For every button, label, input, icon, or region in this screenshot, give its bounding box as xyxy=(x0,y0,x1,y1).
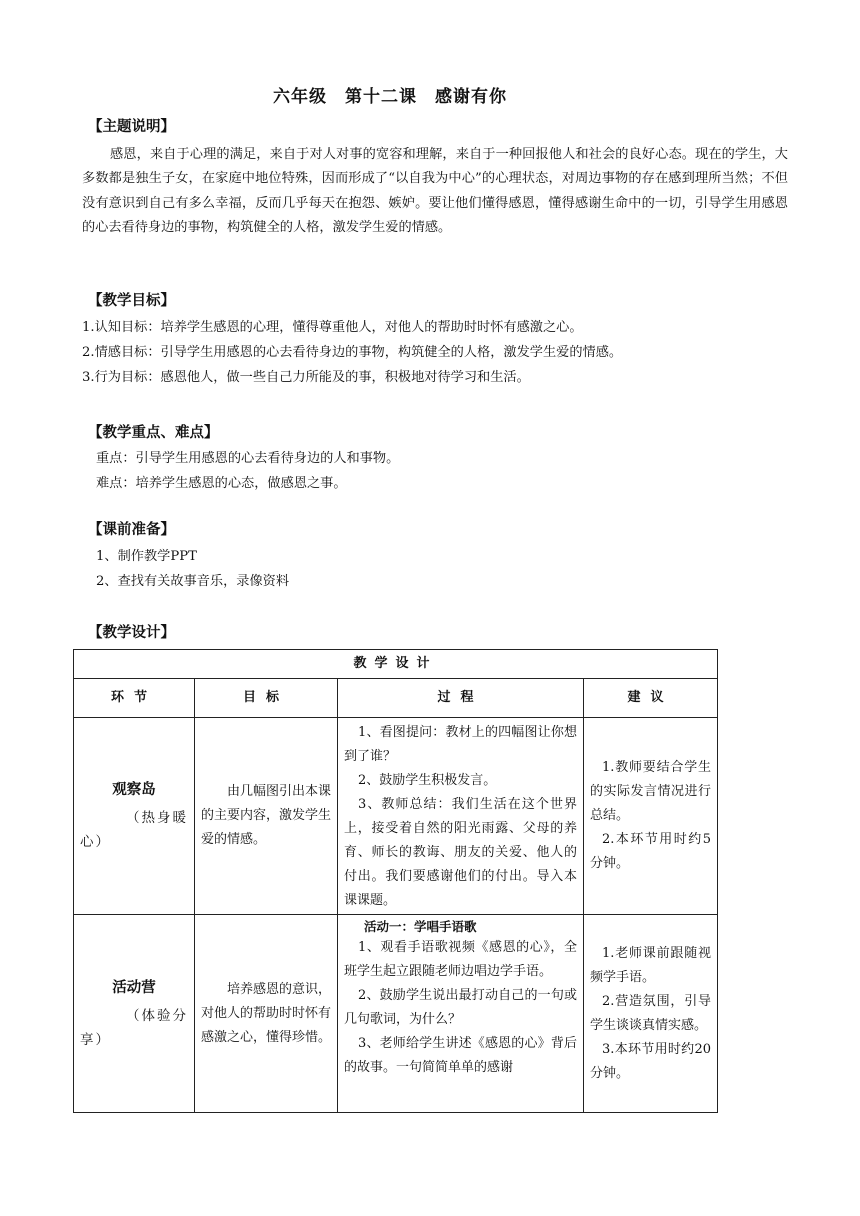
key-point-item: 重点：引导学生用感恩的心去看待身边的人和事物。 xyxy=(96,451,400,466)
goal-item-2: 2.情感目标：引导学生用感恩的心去看待身边的事物，构筑健全的人格，激发学生爱的情感。 xyxy=(82,345,623,360)
stage-name: 活动营 xyxy=(112,979,156,996)
suggestion-item: 3.本环节用时约20分钟。 xyxy=(590,1041,712,1081)
process-step: 2、鼓励学生说出最打动自己的一句或几句歌词，为什么？ xyxy=(344,988,577,1027)
preparation-heading: 【课前准备】 xyxy=(88,522,175,538)
suggestion-item: 2.营造氛围，引导学生谈谈真情实感。 xyxy=(590,993,712,1033)
theme-heading: 【主题说明】 xyxy=(88,119,175,135)
activity-title: 活动一：学唱手语歌 xyxy=(364,919,477,934)
suggestion-item: 1.教师要结合学生的实际发言情况进行总结。 xyxy=(590,760,712,823)
preparation-item-2: 2、查找有关故事音乐，录像资料 xyxy=(96,574,290,589)
suggestion-cell xyxy=(584,718,718,915)
process-step: 2、鼓励学生积极发言。 xyxy=(358,773,497,788)
process-step: 3、教师总结：我们生活在这个世界上，接受着自然的阳光雨露、父母的养育、师长的教诲、朋友的关爱、他人的付出。我们要感谢他们的付出。导入本课课题。 xyxy=(344,797,577,908)
suggestion-item: 1.老师课前跟随视频学手语。 xyxy=(590,945,712,985)
suggestion-item: 2.本环节用时约5分钟。 xyxy=(590,832,712,871)
theme-paragraph: 感恩，来自于心理的满足，来自于对人对事的宽容和理解，来自于一种回报他人和社会的良好心态。现在的学生，大多数都是独生子女，在家庭中地位特殊，因而形成了“以自我为中心”的心理状态，对周边事物的存在感到理所当然；不但没有意识到自己有多么幸福，反而几乎每天在抱怨、嫉妒。要让他们懂得感恩，懂得感谢生命中的一切，引导学生用感恩的心去看待身边的事物，构筑健全的人格，激发学生爱的情感。 xyxy=(82,147,788,236)
lesson-title: 六年级 第十二课 感谢有你 xyxy=(273,87,507,107)
process-step: 3、老师给学生讲述《感恩的心》背后的故事。一句简简单单的感谢 xyxy=(344,1036,577,1075)
stage-name: 观察岛 xyxy=(112,782,156,798)
process-step: 1、看图提问：教材上的四幅图让你想到了谁？ xyxy=(344,725,577,764)
stage-subtitle: （热身暖心） xyxy=(80,810,188,850)
goals-heading: 【教学目标】 xyxy=(88,293,175,309)
suggestion-cell xyxy=(584,915,718,1113)
goal-cell: 由几幅图引出本课的主要内容，激发学生爱的情感。 xyxy=(195,718,338,915)
header-process: 过程 xyxy=(338,679,584,718)
table-caption: 教学设计 xyxy=(74,650,718,679)
process-step: 1、观看手语歌视频《感恩的心》，全班学生起立跟随老师边唱边学手语。 xyxy=(344,940,577,979)
process-cell xyxy=(338,718,584,915)
key-points-heading: 【教学重点、难点】 xyxy=(88,425,219,441)
table-row xyxy=(74,718,718,915)
teaching-design-table xyxy=(73,649,718,1113)
goal-item-1: 1.认知目标：培养学生感恩的心理，懂得尊重他人，对他人的帮助时时怀有感激之心。 xyxy=(82,320,583,335)
stage-cell xyxy=(74,915,195,1113)
header-goal: 目标 xyxy=(195,679,338,718)
header-stage: 环节 xyxy=(74,679,195,718)
goal-cell: 培养感恩的意识，对他人的帮助时时怀有感激之心，懂得珍惜。 xyxy=(195,915,338,1113)
goal-item-3: 3.行为目标：感恩他人，做一些自己力所能及的事，积极地对待学习和生活。 xyxy=(82,370,530,385)
table-row xyxy=(74,915,718,1113)
stage-subtitle: （体验分享） xyxy=(80,1007,188,1048)
design-heading: 【教学设计】 xyxy=(88,625,175,641)
difficulty-item: 难点：培养学生感恩的心态，做感恩之事。 xyxy=(96,476,347,491)
process-cell xyxy=(338,915,584,1113)
table-header-row xyxy=(74,679,718,718)
preparation-item-1: 1、制作教学PPT xyxy=(96,549,197,564)
header-suggestion: 建议 xyxy=(584,679,718,718)
stage-cell xyxy=(74,718,195,915)
